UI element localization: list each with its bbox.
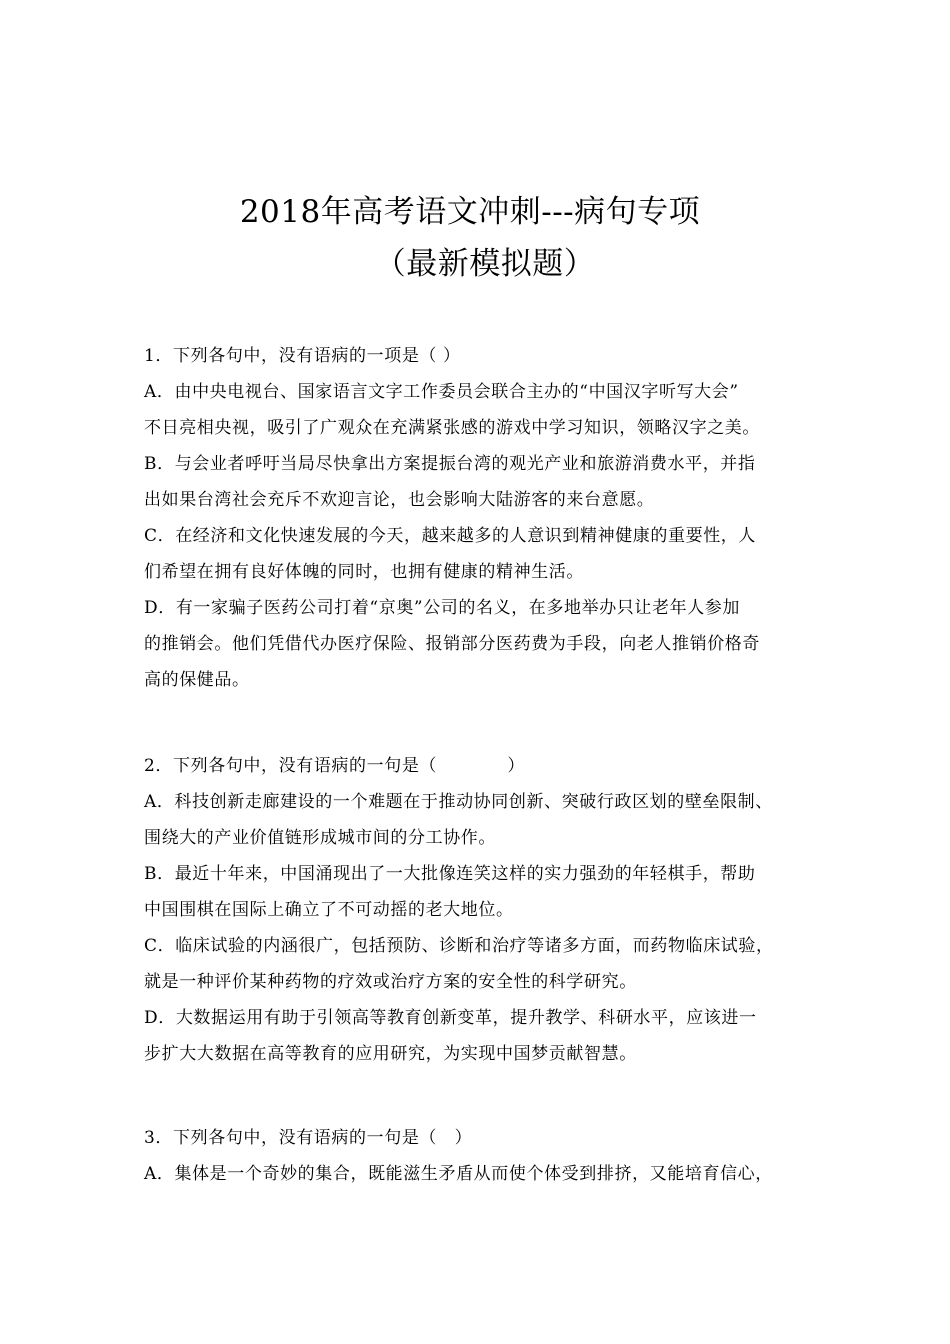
question-1-stem: 1．下列各句中，没有语病的一项是（ ） xyxy=(144,346,461,366)
question-1-option-d: D．有一家骗子医药公司打着“京奥”公司的名义，在多地举办只让老年人参加 xyxy=(144,598,741,618)
question-2-option-c: C．临床试验的内涵很广，包括预防、诊断和治疗等诸多方面，而药物临床试验， xyxy=(144,936,774,956)
question-2-option-a: A．科技创新走廊建设的一个难题在于推动协同创新、突破行政区划的壁垒限制、 xyxy=(144,792,773,812)
question-1-option-a: A．由中央电视台、国家语言文字工作委员会联合主办的“中国汉字听写大会” xyxy=(144,382,739,402)
question-1-option-d-cont2: 高的保健品。 xyxy=(144,670,250,690)
question-3-option-a: A．集体是一个奇妙的集合，既能滋生矛盾从而使个体受到排挤，又能培育信心， xyxy=(144,1164,773,1184)
question-1-option-b-cont: 出如果台湾社会充斥不欢迎言论，也会影响大陆游客的来台意愿。 xyxy=(144,490,655,510)
question-2-option-b: B．最近十年来，中国涌现出了一大批像连笑这样的实力强劲的年轻棋手，帮助 xyxy=(144,864,756,884)
document-subtitle: （最新模拟题） xyxy=(374,246,596,282)
question-2-option-d-cont: 步扩大大数据在高等教育的应用研究，为实现中国梦贡献智慧。 xyxy=(144,1044,637,1064)
question-2-option-c-cont: 就是一种评价某种药物的疗效或治疗方案的安全性的科学研究。 xyxy=(144,972,637,992)
question-3 xyxy=(144,1120,814,1192)
question-2-option-d: D．大数据运用有助于引领高等教育创新变革，提升教学、科研水平，应该进一 xyxy=(144,1008,757,1028)
question-1-option-a-cont: 不日亮相央视，吸引了广观众在充满紧张感的游戏中学习知识，领略汉字之美。 xyxy=(144,418,760,438)
question-1-option-d-cont: 的推销会。他们凭借代办医疗保险、报销部分医药费为手段，向老人推销价格奇 xyxy=(144,634,760,654)
document-title: 2018年高考语文冲刺---病句专项 xyxy=(239,194,701,230)
question-1-option-c-cont: 们希望在拥有良好体魄的同时，也拥有健康的精神生活。 xyxy=(144,562,584,582)
question-3-stem: 3．下列各句中，没有语病的一句是（ ） xyxy=(144,1128,473,1148)
question-1-option-b: B．与会业者呼吁当局尽快拿出方案提振台湾的观光产业和旅游消费水平，并指 xyxy=(144,454,756,474)
question-2-option-b-cont: 中国围棋在国际上确立了不可动摇的老大地位。 xyxy=(144,900,514,920)
question-1-option-c: C．在经济和文化快速发展的今天，越来越多的人意识到精神健康的重要性，人 xyxy=(144,526,757,546)
question-1 xyxy=(144,338,814,698)
question-2-option-a-cont: 围绕大的产业价值链形成城市间的分工协作。 xyxy=(144,828,496,848)
question-2 xyxy=(144,748,814,1072)
question-2-stem: 2．下列各句中，没有语病的一句是（ ） xyxy=(144,756,526,776)
